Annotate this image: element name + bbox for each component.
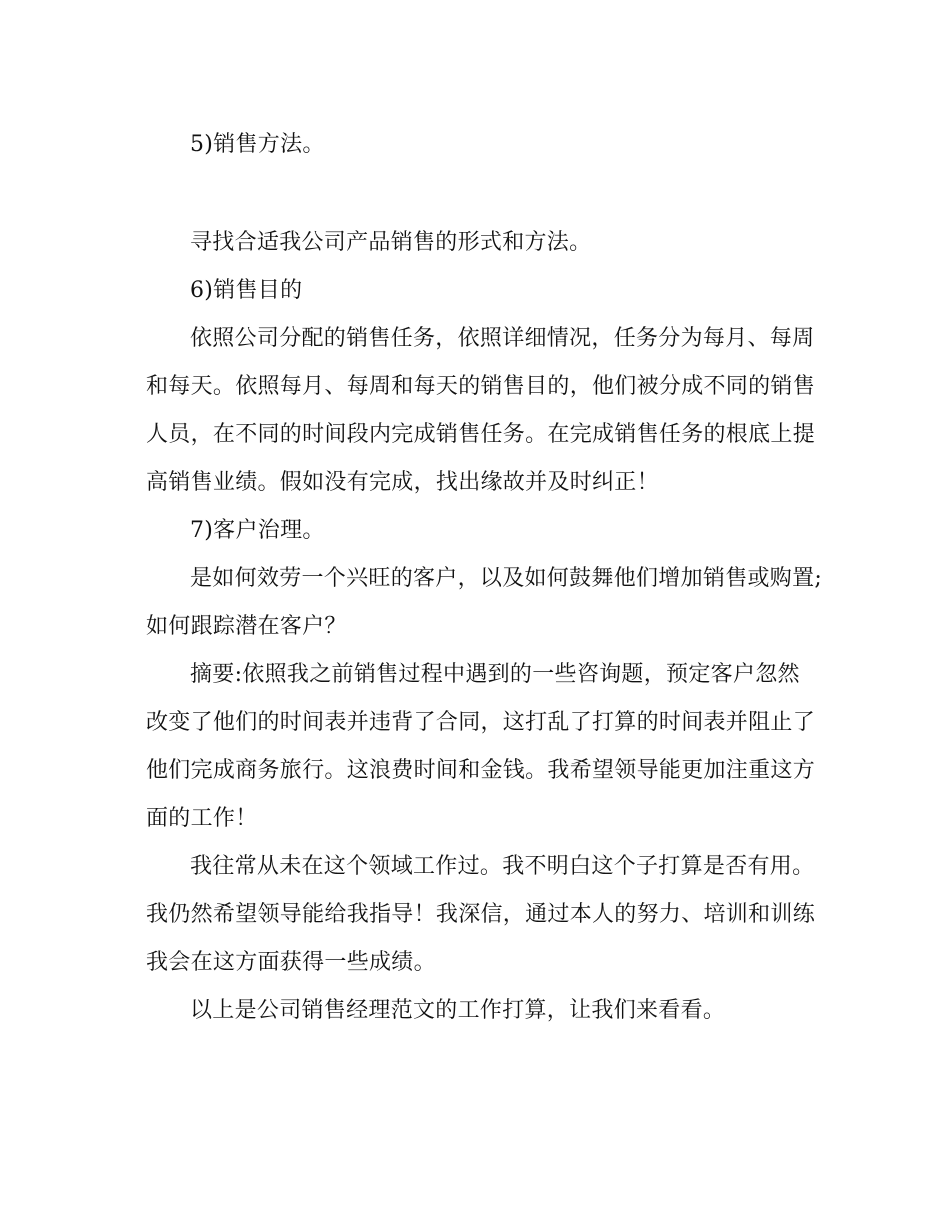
paragraph-line: 寻找合适我公司产品销售的形式和方法。	[190, 230, 592, 255]
paragraph-line: 我仍然希望领导能给我指导！我深信，通过本人的努力、培训和训练	[146, 902, 816, 927]
paragraph-line: 我往常从未在这个领域工作过。我不明白这个子打算是否有用。	[190, 854, 815, 879]
paragraph-line: 如何跟踪潜在客户？	[146, 614, 347, 639]
paragraph-line: 和每天。依照每月、每周和每天的销售目的，他们被分成不同的销售	[146, 374, 816, 399]
heading-customer-management: 7)客户治理。	[190, 518, 325, 543]
paragraph-line: 依照公司分配的销售任务，依照详细情况，任务分为每月、每周	[190, 326, 815, 351]
paragraph-line: 面的工作！	[146, 806, 258, 831]
paragraph-line: 我会在这方面获得一些成绩。	[146, 950, 436, 975]
paragraph-line: 改变了他们的时间表并违背了合同，这打乱了打算的时间表并阻止了	[146, 710, 816, 735]
paragraph-line: 是如何效劳一个兴旺的客户，以及如何鼓舞他们增加销售或购置;	[190, 566, 823, 591]
paragraph-line: 摘要:依照我之前销售过程中遇到的一些咨询题，预定客户忽然	[190, 662, 800, 687]
heading-sales-method: 5)销售方法。	[190, 132, 325, 157]
heading-sales-target: 6)销售目的	[190, 278, 303, 303]
paragraph-line: 高销售业绩。假如没有完成，找出缘故并及时纠正！	[146, 470, 659, 495]
paragraph-line: 他们完成商务旅行。这浪费时间和金钱。我希望领导能更加注重这方	[146, 758, 816, 783]
paragraph-line: 以上是公司销售经理范文的工作打算，让我们来看看。	[190, 998, 726, 1023]
paragraph-line: 人员，在不同的时间段内完成销售任务。在完成销售任务的根底上提	[146, 422, 816, 447]
